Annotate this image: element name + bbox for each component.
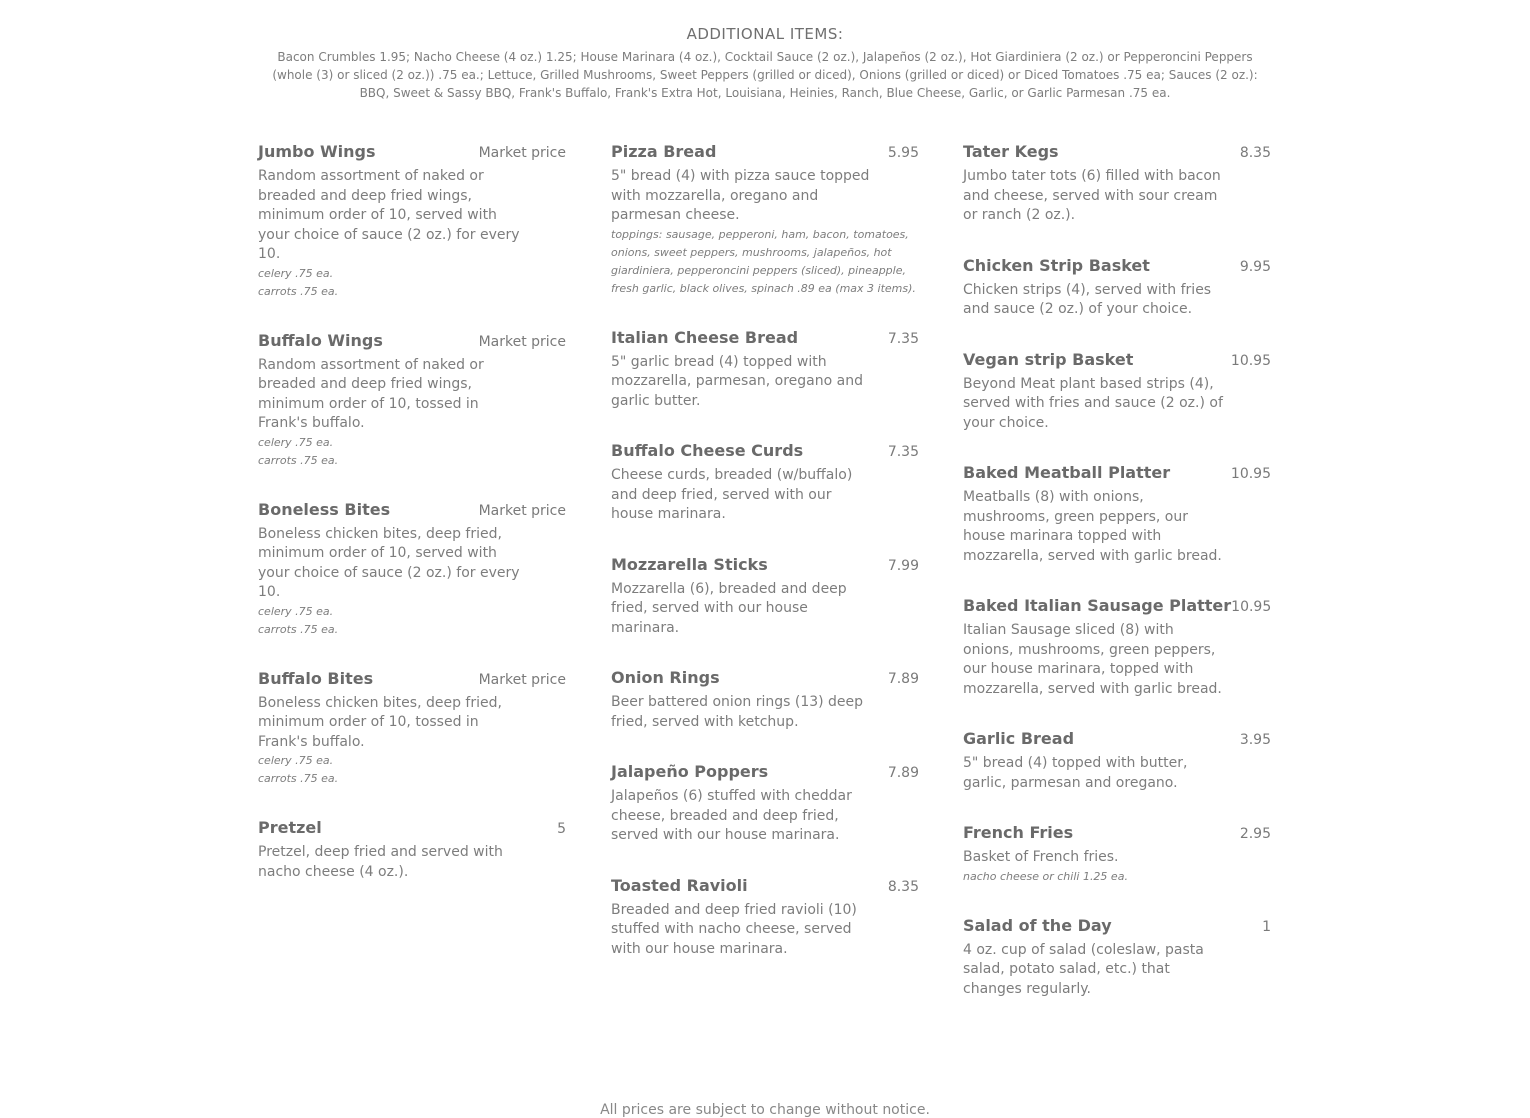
menu-item-description: 5" bread (4) with pizza sauce topped with mozzarella, oregano and parmesan cheese. [611, 168, 870, 223]
menu-item [963, 822, 1271, 886]
menu-item-note: carrots .75 ea. [258, 284, 339, 298]
menu-item-note: carrots .75 ea. [258, 622, 339, 636]
menu-item-price: 7.35 [887, 330, 919, 347]
menu-item [611, 141, 919, 298]
menu-item-note: carrots .75 ea. [258, 453, 339, 467]
menu-item-note: celery .75 ea. [258, 604, 334, 618]
menu-item [963, 462, 1271, 566]
menu-item [963, 728, 1271, 793]
menu-item-description: Random assortment of naked or breaded and deep fried wings, minimum order of 10, tossed in Frank's buffalo. [258, 356, 484, 431]
menu-item-description: Mozzarella (6), breaded and deep fried, served with our house marinara. [611, 580, 847, 636]
menu-item-price: 10.95 [1230, 466, 1271, 482]
menu-item-description: Breaded and deep fried ravioli (10) stuffed with nacho cheese, served with our house marinara. [611, 901, 857, 957]
menu-item-price: 5 [557, 821, 566, 837]
menu-item-price: 7.89 [887, 671, 919, 687]
menu-item-name: Buffalo Cheese Curds [611, 441, 804, 460]
menu-item-price: 2.95 [1239, 826, 1271, 842]
menu-item-price: Market price [478, 502, 566, 519]
menu-item [611, 667, 919, 732]
menu-item-price: 3.95 [1239, 732, 1271, 748]
menu-item-name: Baked Meatball Platter [963, 463, 1171, 482]
menu-item [258, 817, 566, 882]
menu-item [611, 554, 919, 639]
menu-item-description: Meatballs (8) with onions, mushrooms, green peppers, our house marinara topped with mozzarella, served with garlic bread. [963, 489, 1222, 564]
menu-item-name: Buffalo Wings [258, 330, 383, 350]
menu-item-header [258, 499, 566, 522]
menu-item-name: Pretzel [258, 818, 322, 837]
menu-item-header [963, 141, 1271, 164]
menu-column-1 [258, 141, 566, 911]
menu-item-description: Chicken strips (4), served with fries and sauce (2 oz.) of your choice. [963, 281, 1212, 317]
menu-item-name: Pizza Bread [611, 142, 717, 161]
menu-item-price: 7.35 [887, 444, 919, 460]
menu-item-name: Garlic Bread [963, 729, 1075, 748]
menu-item [963, 255, 1271, 320]
menu-item-price: 9.95 [1239, 258, 1271, 275]
menu-item-name: Italian Cheese Bread [611, 327, 799, 347]
menu-item-description: 4 oz. cup of salad (coleslaw, pasta salad, potato salad, etc.) that changes regularly. [963, 941, 1204, 997]
additional-items-text: Bacon Crumbles 1.95; Nacho Cheese (4 oz.) 1.25; House Marinara (4 oz.), Cocktail Sauce (2 oz.), Jalapeños (2 oz.), Hot Giardiniera (2 oz.) or Pepperoncini Peppers (whole (3) or sliced (2 oz.)) .75 ea.; Lettuce, Grilled Mushrooms, Sweet Peppers (grilled or diced), Onions (grilled or diced) or Diced Tomatoes .75 ea; Sauces (2 oz.): BBQ, Sweet & Sassy BBQ, Frank's Buffalo, Frank's Extra Hot, Louisiana, Heinies, Ranch, Blue Cheese, Garlic, or Garlic Parmesan .75 ea. [272, 50, 1258, 100]
menu-item-description: Beyond Meat plant based strips (4), served with fries and sauce (2 oz.) of your choice. [963, 375, 1223, 431]
menu-item [963, 349, 1271, 434]
menu-item-description: Italian Sausage sliced (8) with onions, mushrooms, green peppers, our house marinara, topped with mozzarella, served with garlic bread. [963, 622, 1222, 697]
menu-item-note: nacho cheese or chili 1.25 ea. [963, 869, 1128, 883]
additional-items-title: ADDITIONAL ITEMS: [686, 25, 844, 43]
menu-item-header [611, 554, 919, 577]
menu-item-description: 5" garlic bread (4) topped with mozzarella, parmesan, oregano and garlic butter. [611, 353, 863, 409]
menu-item-header [258, 817, 566, 840]
menu-item-price: 1 [1262, 918, 1271, 935]
menu-item-name: Salad of the Day [963, 915, 1112, 935]
menu-item-header [611, 875, 919, 898]
menu-item-description: Pretzel, deep fried and served with nacho cheese (4 oz.). [258, 844, 503, 880]
menu-item [611, 875, 919, 960]
menu-item-price: 10.95 [1231, 599, 1272, 615]
menu-item-description: Cheese curds, breaded (w/buffalo) and deep fried, served with our house marinara. [611, 467, 853, 522]
menu-item-header [963, 822, 1271, 845]
menu-item-header [963, 255, 1271, 278]
menu-item-header [963, 595, 1271, 618]
menu-item [963, 915, 1271, 1000]
menu-item-header [611, 761, 919, 784]
menu-item-header [611, 667, 919, 690]
menu-item-note: celery .75 ea. [258, 266, 334, 280]
menu-item [258, 499, 566, 639]
menu-item [963, 595, 1271, 699]
menu-item-name: Boneless Bites [258, 499, 391, 519]
menu-item [258, 668, 566, 789]
menu-item-name: Baked Italian Sausage Platter [963, 596, 1232, 615]
menu-item [611, 327, 919, 412]
menu-item-price: Market price [478, 145, 566, 161]
menu-item-name: Tater Kegs [963, 142, 1059, 161]
menu-item [611, 761, 919, 846]
menu-item-description: Boneless chicken bites, deep fried, minimum order of 10, tossed in Frank's buffalo. [258, 694, 502, 750]
menu-item-price: Market price [478, 671, 566, 688]
menu-item-price: 8.35 [887, 878, 919, 895]
menu-item [258, 141, 566, 301]
menu-item-header [963, 349, 1271, 372]
menu-item-note: carrots .75 ea. [258, 772, 339, 785]
menu-item-price: 5.95 [887, 145, 919, 161]
menu-item-header [258, 141, 566, 164]
menu-item-name: Jumbo Wings [258, 142, 376, 161]
menu-item-description: Basket of French fries. [963, 849, 1119, 865]
menu-item-description: Jalapeños (6) stuffed with cheddar cheese, breaded and deep fried, served with our house marinara. [611, 788, 852, 843]
menu-item-description: Beer battered onion rings (13) deep fried, served with ketchup. [611, 694, 864, 730]
menu-item-header [258, 330, 566, 353]
menu-column-2 [611, 141, 919, 988]
menu-item-header [963, 728, 1271, 751]
menu-item-header [611, 327, 919, 350]
menu-item-name: Jalapeño Poppers [611, 762, 769, 781]
menu-item-description: Jumbo tater tots (6) filled with bacon and cheese, served with sour cream or ranch (2 oz.). [963, 168, 1221, 223]
menu-item-name: French Fries [963, 823, 1074, 842]
menu-item [258, 330, 566, 470]
menu-item-name: Vegan strip Basket [963, 349, 1134, 369]
menu-item-name: Chicken Strip Basket [963, 255, 1150, 275]
menu-item-note: celery .75 ea. [258, 435, 334, 449]
menu-item-header [963, 915, 1271, 938]
menu-item-note: toppings: sausage, pepperoni, ham, bacon, tomatoes, onions, sweet peppers, mushrooms, jalapeños, hot giardiniera, pepperoncini peppers (sliced), pineapple, fresh garlic, black olives, spinach .89 ea (max 3 items). [611, 227, 916, 295]
menu-item-description: Random assortment of naked or breaded and deep fried wings, minimum order of 10, served with your choice of sauce (2 oz.) for every 10. [258, 168, 520, 262]
menu-item-price: Market price [478, 333, 566, 350]
price-disclaimer: All prices are subject to change without notice. [600, 1102, 930, 1118]
menu-item-price: 7.89 [887, 765, 919, 781]
menu-item-name: Toasted Ravioli [611, 875, 748, 895]
menu-item-price: 8.35 [1239, 145, 1271, 161]
menu-item-header [611, 141, 919, 164]
menu-column-3 [963, 141, 1271, 1028]
menu-item-header [611, 440, 919, 463]
menu-item-name: Onion Rings [611, 668, 720, 687]
menu-item-name: Mozzarella Sticks [611, 554, 768, 574]
menu-item-price: 7.99 [887, 557, 919, 574]
menu-item [611, 440, 919, 525]
menu-item-note: celery .75 ea. [258, 754, 334, 767]
menu-item [963, 141, 1271, 226]
menu-item-description: Boneless chicken bites, deep fried, minimum order of 10, served with your choice of sauce (2 oz.) for every 10. [258, 525, 520, 600]
additional-items-section [258, 24, 1272, 102]
menu-item-header [258, 668, 566, 691]
menu-item-price: 10.95 [1230, 352, 1271, 369]
menu-item-description: 5" bread (4) topped with butter, garlic, parmesan and oregano. [963, 755, 1188, 791]
menu-item-header [963, 462, 1271, 485]
menu-item-name: Buffalo Bites [258, 668, 374, 688]
